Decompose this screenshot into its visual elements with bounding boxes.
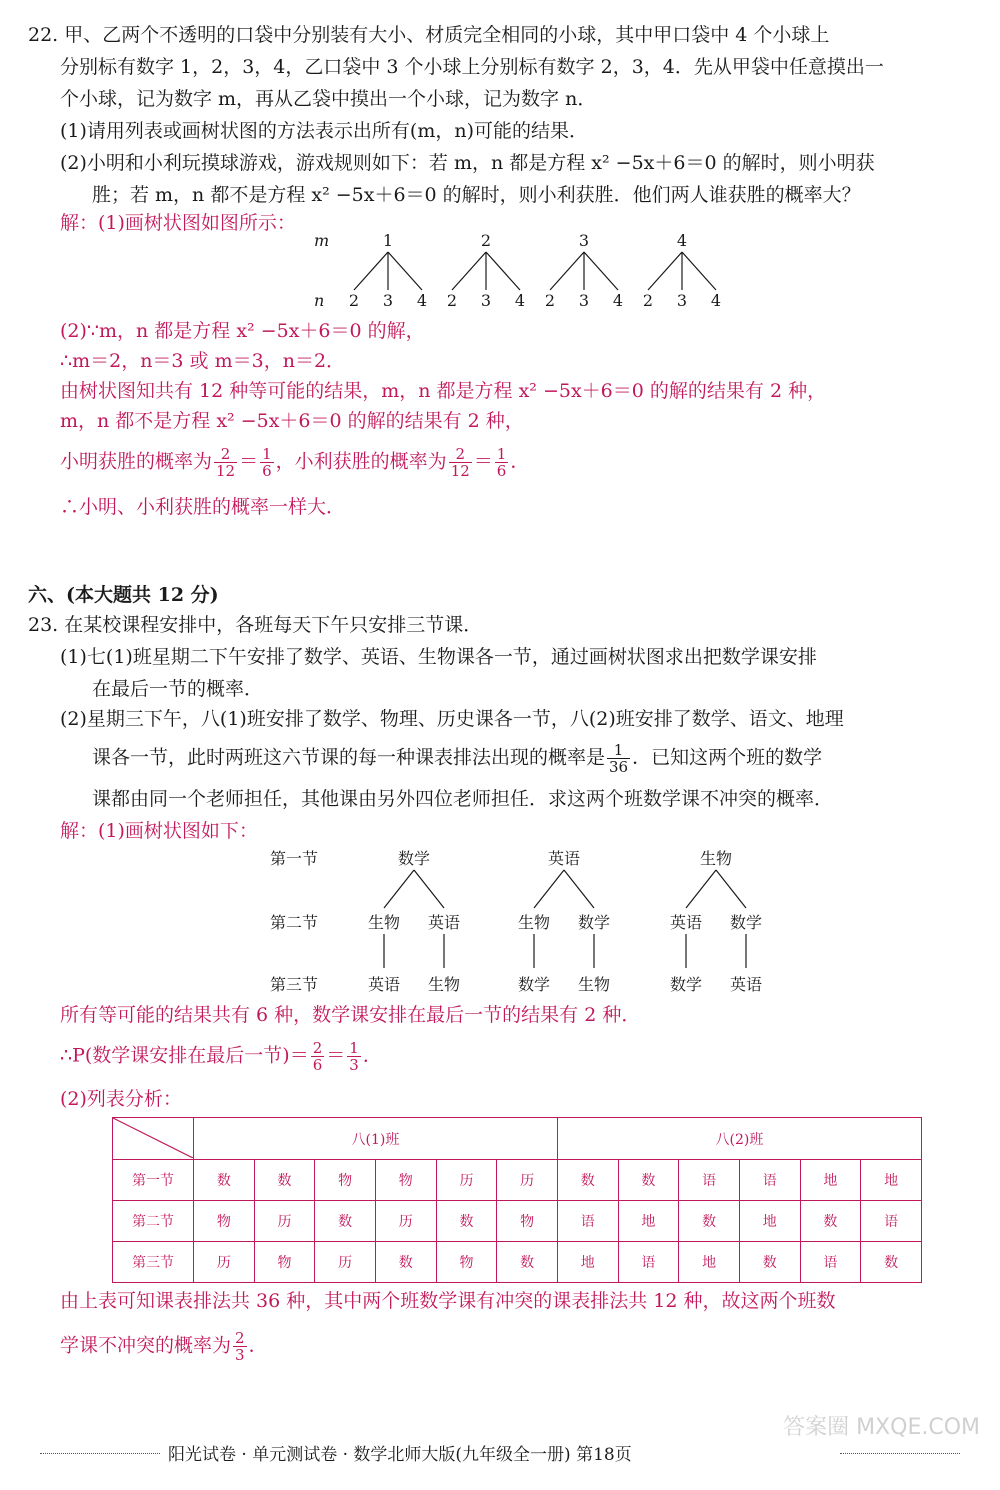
s23-tree-diagram bbox=[260, 840, 780, 1000]
tree22-root-3: 3 bbox=[578, 231, 590, 250]
table-cell: 历 bbox=[375, 1201, 436, 1242]
table-cell: 数 bbox=[436, 1201, 497, 1242]
tree23-branch bbox=[414, 870, 444, 908]
table-row-label: 第一节 bbox=[113, 1160, 194, 1201]
table-cell: 数 bbox=[194, 1160, 255, 1201]
table-row-label: 第三节 bbox=[113, 1242, 194, 1283]
q23-part-1b: 在最后一节的概率． bbox=[92, 678, 264, 700]
s22-tree-diagram bbox=[300, 228, 740, 314]
tree22-leaf: 4 bbox=[710, 291, 722, 310]
s23-line-3: ∴P(数学课安排在最后一节)＝ $\frac{2}{6}$ ＝ $\frac{1}{3}$ ． bbox=[60, 1039, 382, 1074]
s23-line-5: 由上表可知课表排法共 36 种，其中两个班数学课有冲突的课表排法共 12 种，故这两个班数 bbox=[60, 1290, 836, 1312]
fraction-1-6: $\frac{1}{6}$ bbox=[262, 445, 272, 480]
table-cell: 地 bbox=[618, 1201, 679, 1242]
table-cell: 语 bbox=[800, 1242, 861, 1283]
tree22-leaf: 4 bbox=[514, 291, 526, 310]
s22-line-6: 小明获胜的概率为 $\frac{2}{12}$ ＝ $\frac{1}{6}$ ，小利获胜的概率为 $\frac{2}{12}$ ＝ $\frac{1}{6}$ ． bbox=[60, 445, 530, 480]
tree22-branch bbox=[354, 252, 388, 290]
table-cell: 数 bbox=[497, 1242, 558, 1283]
tree22-leaf: 2 bbox=[446, 291, 458, 310]
table-header-class-2: 八(2)班 bbox=[557, 1118, 921, 1160]
tree23-third: 数学 bbox=[669, 975, 703, 994]
tree22-root-2: 2 bbox=[480, 231, 492, 250]
table-cell: 地 bbox=[800, 1160, 861, 1201]
fraction-1-36: $\frac{1}{36}$ bbox=[609, 741, 629, 776]
table-row bbox=[113, 1242, 922, 1283]
table-cell: 语 bbox=[861, 1201, 922, 1242]
table-cell: 语 bbox=[557, 1201, 618, 1242]
q22-part-1: (1)请用列表或画树状图的方法表示出所有(m，n)可能的结果． bbox=[60, 120, 588, 142]
tree22-branch bbox=[388, 252, 422, 290]
tree23-branch bbox=[564, 870, 594, 908]
fraction-2-12: $\frac{2}{12}$ bbox=[216, 445, 236, 480]
q23-part-1a: (1)七(1)班星期二下午安排了数学、英语、生物课各一节，通过画树状图求出把数学课安排 bbox=[60, 646, 817, 668]
tree22-leaf: 3 bbox=[382, 291, 394, 310]
tree22-branch bbox=[452, 252, 486, 290]
table-cell: 数 bbox=[254, 1160, 315, 1201]
tree22-leaf: 2 bbox=[348, 291, 360, 310]
tree22-branch bbox=[486, 252, 520, 290]
tree22-leaf: 2 bbox=[544, 291, 556, 310]
table-cell: 物 bbox=[375, 1160, 436, 1201]
table-cell: 物 bbox=[254, 1242, 315, 1283]
tree23-second: 生物 bbox=[367, 913, 401, 932]
table-cell: 地 bbox=[861, 1160, 922, 1201]
fraction-2-12-b: $\frac{2}{12}$ bbox=[450, 445, 470, 480]
s22-l6-a: 小明获胜的概率为 bbox=[60, 450, 213, 473]
table-cell: 数 bbox=[557, 1160, 618, 1201]
q22-line-2: 分别标有数字 1，2，3，4，乙口袋中 3 个小球上分别标有数字 2，3，4．先从甲袋中任意摸出一 bbox=[60, 56, 884, 78]
tree23-branch bbox=[534, 870, 564, 908]
tree23-third: 数学 bbox=[517, 975, 551, 994]
table-cell: 数 bbox=[618, 1160, 679, 1201]
fraction-1-3: $\frac{1}{3}$ bbox=[349, 1039, 359, 1074]
watermark: 答案圈 MXQE.COM bbox=[783, 1415, 980, 1440]
s22-line-5: m，n 都不是方程 x² −5x＋6＝0 的解的结果有 2 种， bbox=[60, 410, 524, 432]
diagonal-line bbox=[113, 1118, 193, 1158]
table-cell: 地 bbox=[739, 1201, 800, 1242]
q22-part-2b: 胜；若 m，n 都不是方程 x² −5x＋6＝0 的解时，则小利获胜．他们两人谁获胜的概率大？ bbox=[92, 184, 861, 206]
table-cell: 语 bbox=[618, 1242, 679, 1283]
q23-part-2c: 课都由同一个老师担任，其他课由另外四位老师担任．求这两个班数学课不冲突的概率． bbox=[92, 788, 834, 810]
s23-tree-label-3: 第三节 bbox=[270, 975, 319, 994]
tree23-branch bbox=[686, 870, 716, 908]
table-header-row bbox=[113, 1118, 922, 1160]
tree22-branch bbox=[648, 252, 682, 290]
fraction-2-3: $\frac{2}{3}$ bbox=[235, 1329, 245, 1364]
tree22-leaf: 2 bbox=[642, 291, 654, 310]
tree23-second: 数学 bbox=[729, 913, 763, 932]
table-cell: 物 bbox=[315, 1160, 376, 1201]
table-cell: 历 bbox=[436, 1160, 497, 1201]
tree22-branch bbox=[584, 252, 618, 290]
schedule-table bbox=[112, 1117, 922, 1283]
tree23-branch bbox=[716, 870, 746, 908]
fraction-1-6-b: $\frac{1}{6}$ bbox=[496, 445, 507, 480]
footer-dots-left bbox=[40, 1453, 160, 1454]
tree23-branch bbox=[384, 870, 414, 908]
table-cell: 历 bbox=[194, 1242, 255, 1283]
tree22-root-4: 4 bbox=[676, 231, 688, 250]
section-6-heading: 六、(本大题共 12 分) bbox=[28, 584, 219, 606]
table-cell: 数 bbox=[679, 1201, 740, 1242]
table-cell: 数 bbox=[375, 1242, 436, 1283]
q23-part-2b: 课各一节，此时两班这六节课的每一种课表排法出现的概率是 $\frac{1}{36}$ ．已知这两个班的数学 bbox=[92, 741, 823, 776]
tree22-leaf: 3 bbox=[480, 291, 492, 310]
tree22-branch bbox=[550, 252, 584, 290]
q23-line-1: 23. 在某校课程安排中，各班每天下午只安排三节课． bbox=[28, 614, 483, 636]
table-corner bbox=[113, 1118, 194, 1160]
tree23-first: 英语 bbox=[547, 849, 581, 868]
table-cell: 历 bbox=[315, 1242, 376, 1283]
tree22-leaf: 4 bbox=[612, 291, 624, 310]
q22-part-2a: (2)小明和小利玩摸球游戏，游戏规则如下：若 m，n 都是方程 x² −5x＋6＝0 的解时，则小明获 bbox=[60, 152, 875, 174]
table-header-class-1: 八(1)班 bbox=[194, 1118, 558, 1160]
q22-line-3: 个小球，记为数字 m，再从乙袋中摸出一个小球，记为数字 n． bbox=[60, 88, 597, 110]
s22-line-3: ∴m＝2，n＝3 或 m＝3，n＝2． bbox=[60, 350, 346, 372]
s22-line-2: (2)∵m，n 都是方程 x² −5x＋6＝0 的解， bbox=[60, 320, 425, 342]
footer-dots-right bbox=[840, 1453, 960, 1454]
tree23-third: 英语 bbox=[729, 975, 763, 994]
s23-line-6: 学课不冲突的概率为 $\frac{2}{3}$ ． bbox=[60, 1329, 268, 1364]
table-cell: 数 bbox=[739, 1242, 800, 1283]
footer-text: 阳光试卷 · 单元测试卷 · 数学北师大版(九年级全一册) 第18页 bbox=[168, 1445, 632, 1465]
table-cell: 语 bbox=[739, 1160, 800, 1201]
table-cell: 数 bbox=[861, 1242, 922, 1283]
table-cell: 语 bbox=[679, 1160, 740, 1201]
table-cell: 数 bbox=[315, 1201, 376, 1242]
tree23-third: 英语 bbox=[367, 975, 401, 994]
table-cell: 历 bbox=[254, 1201, 315, 1242]
table-row bbox=[113, 1160, 922, 1201]
fraction-2-6: $\frac{2}{6}$ bbox=[312, 1039, 323, 1074]
tree23-third: 生物 bbox=[577, 975, 611, 994]
tree23-third: 生物 bbox=[427, 975, 461, 994]
s22-l6-b: ，小利获胜的概率为 bbox=[275, 450, 447, 473]
s22-line-7: ∴小明、小利获胜的概率一样大． bbox=[60, 496, 346, 518]
table-cell: 地 bbox=[557, 1242, 618, 1283]
table-cell: 物 bbox=[194, 1201, 255, 1242]
table-cell: 地 bbox=[679, 1242, 740, 1283]
page-footer bbox=[40, 1438, 960, 1468]
tree23-first: 数学 bbox=[397, 849, 431, 868]
tree23-second: 生物 bbox=[517, 913, 551, 932]
s22-intro: 解：(1)画树状图如图所示： bbox=[60, 212, 296, 234]
s23-line-2: 所有等可能的结果共有 6 种，数学课安排在最后一节的结果有 2 种． bbox=[60, 1004, 641, 1026]
tree22-root-1: 1 bbox=[382, 231, 394, 250]
tree22-leaf: 3 bbox=[578, 291, 590, 310]
tree23-second: 数学 bbox=[577, 913, 611, 932]
tree23-first: 生物 bbox=[699, 849, 733, 868]
table-cell: 物 bbox=[497, 1201, 558, 1242]
tree22-leaf: 4 bbox=[416, 291, 428, 310]
s22-line-4: 由树状图知共有 12 种等可能的结果，m，n 都是方程 x² −5x＋6＝0 的解的结果有 2 种， bbox=[60, 380, 827, 402]
tree23-second: 英语 bbox=[427, 913, 461, 932]
table-cell: 物 bbox=[436, 1242, 497, 1283]
s23-tree-label-2: 第二节 bbox=[270, 913, 319, 932]
table-row-label: 第二节 bbox=[113, 1201, 194, 1242]
table-cell: 历 bbox=[497, 1160, 558, 1201]
s23-line-4: (2)列表分析： bbox=[60, 1088, 182, 1110]
table-cell: 数 bbox=[800, 1201, 861, 1242]
s22-tree-label-m: m bbox=[314, 231, 330, 250]
tree22-branch bbox=[682, 252, 716, 290]
s22-tree-label-n: n bbox=[314, 291, 325, 310]
tree23-second: 英语 bbox=[669, 913, 703, 932]
s23-tree-label-1: 第一节 bbox=[270, 849, 319, 868]
q22-line-1: 22. 甲、乙两个不透明的口袋中分别装有大小、材质完全相同的小球，其中甲口袋中 4 个小球上 bbox=[28, 24, 830, 46]
tree22-leaf: 3 bbox=[676, 291, 688, 310]
q23-part-2a: (2)星期三下午，八(1)班安排了数学、物理、历史课各一节，八(2)班安排了数学、语文、地理 bbox=[60, 708, 844, 730]
table-row bbox=[113, 1201, 922, 1242]
s23-intro: 解：(1)画树状图如下： bbox=[60, 820, 258, 842]
